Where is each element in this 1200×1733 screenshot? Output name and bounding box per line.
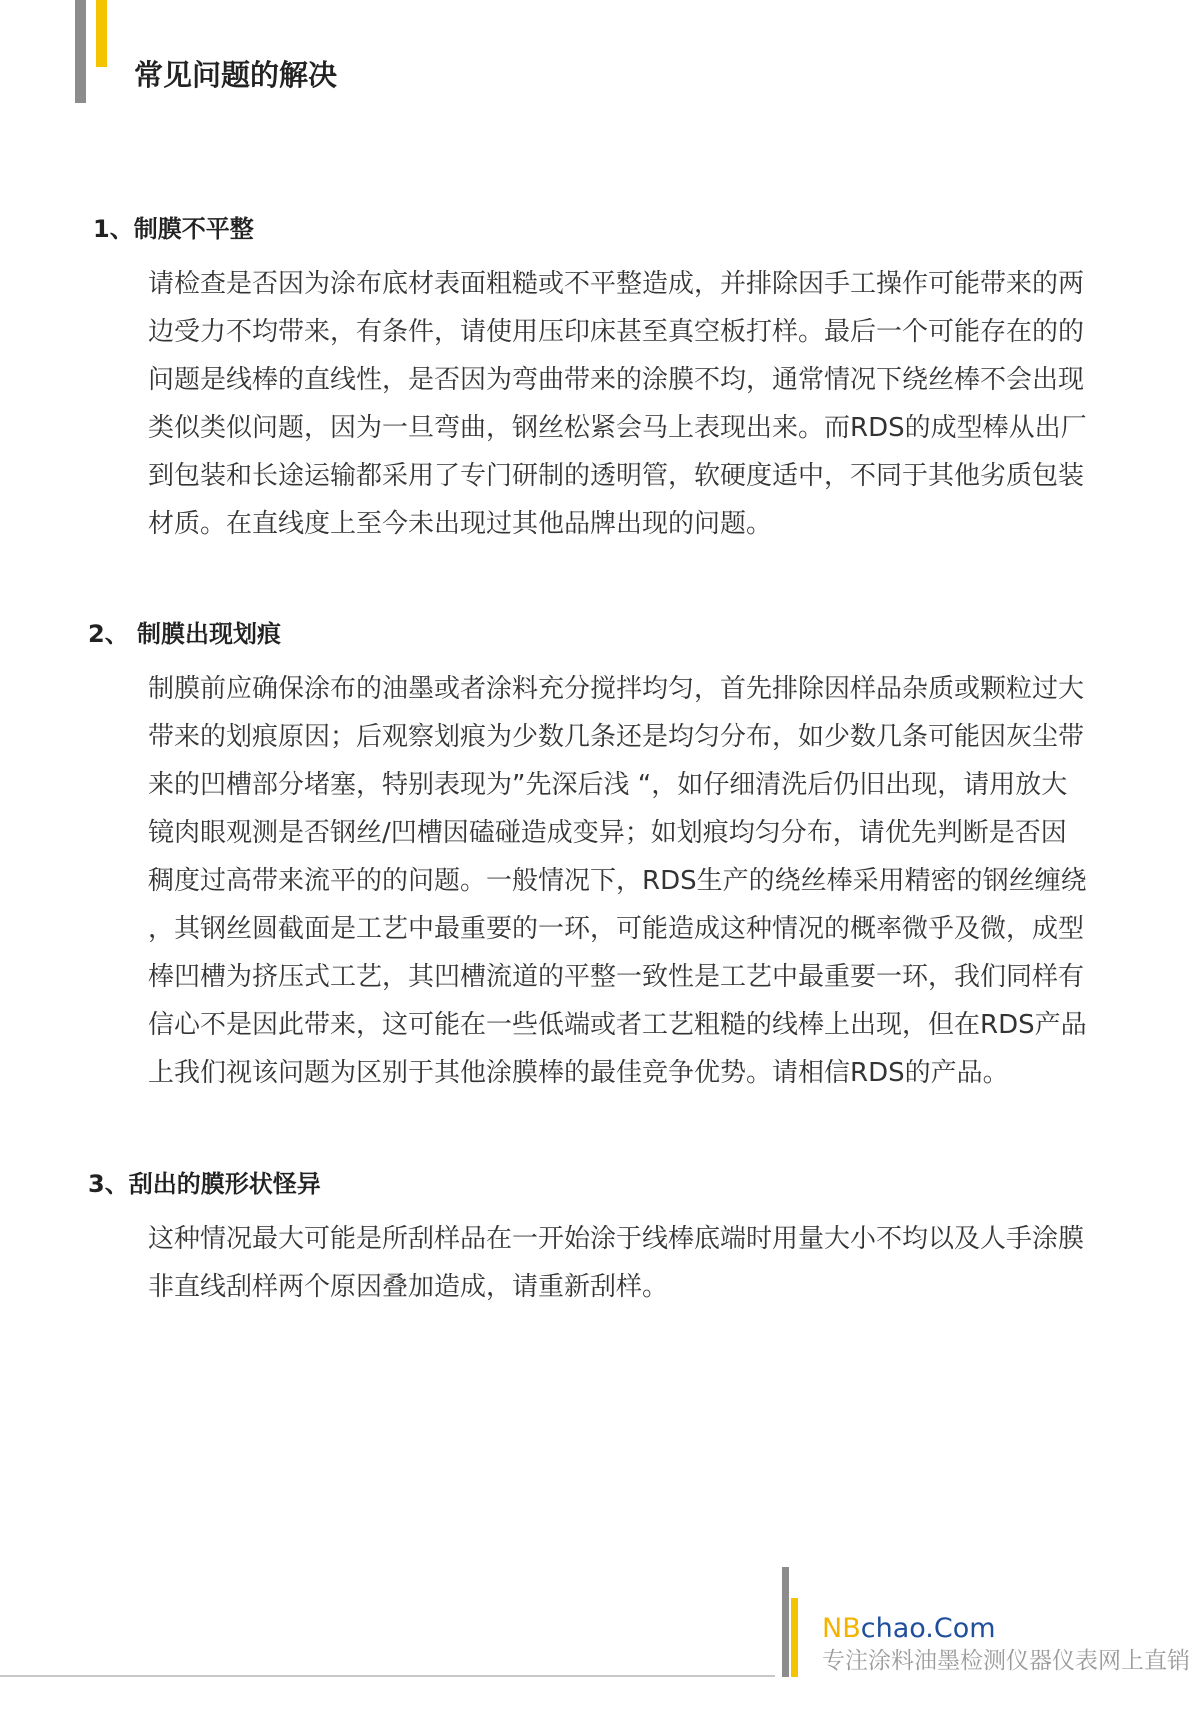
page-title: 常见问题的解决: [134, 58, 338, 92]
brand-suffix: chao.Com: [860, 1613, 996, 1644]
body-line: ，其钢丝圆截面是工艺中最重要的一环，可能造成这种情况的概率微乎及微，成型: [148, 914, 1085, 944]
footer-accent-bar-gray: [782, 1567, 789, 1677]
body-line: 到包装和长途运输都采用了专门研制的透明管，软硬度适中，不同于其他劣质包装: [148, 461, 1085, 491]
body-line: 镜肉眼观测是否钢丝/凹槽因磕碰造成变异；如划痕均匀分布，请优先判断是否因: [148, 818, 1067, 848]
body-line: 棒凹槽为挤压式工艺，其凹槽流道的平整一致性是工艺中最重要一环，我们同样有: [148, 962, 1085, 992]
section-2-body: [148, 665, 1087, 1097]
section-1-body: [148, 260, 1087, 548]
header-accent-bar-gray: [75, 0, 86, 103]
section-3-heading: 3、刮出的膜形状怪异: [88, 1170, 321, 1198]
body-line: 边受力不均带来，有条件，请使用压印床甚至真空板打样。最后一个可能存在的的: [148, 317, 1085, 347]
body-line: 稠度过高带来流平的的问题。一般情况下，RDS生产的绕丝棒采用精密的钢丝缠绕: [148, 866, 1087, 896]
body-line: 类似类似问题，因为一旦弯曲，钢丝松紧会马上表现出来。而RDS的成型棒从出厂: [148, 413, 1087, 443]
section-1-heading: 1、制膜不平整: [93, 215, 254, 243]
body-line: 来的凹槽部分堵塞，特别表现为”先深后浅 “，如仔细清洗后仍旧出现，请用放大: [148, 770, 1068, 800]
header-accent-bar-yellow: [96, 0, 107, 67]
brand-tagline: 专注涂料油墨检测仪器仪表网上直销: [822, 1648, 1190, 1674]
section-3-body: [148, 1215, 1084, 1311]
body-line: 非直线刮样两个原因叠加造成，请重新刮样。: [148, 1272, 669, 1302]
brand-logo: [822, 1612, 996, 1646]
body-line: 材质。在直线度上至今未出现过其他品牌出现的问题。: [148, 509, 773, 539]
footer-accent-bar-yellow: [791, 1598, 798, 1677]
body-line: 请检查是否因为涂布底材表面粗糙或不平整造成，并排除因手工操作可能带来的两: [148, 269, 1085, 299]
brand-prefix: NB: [822, 1613, 861, 1644]
body-line: 信心不是因此带来，这可能在一些低端或者工艺粗糙的线棒上出现，但在RDS产品: [148, 1010, 1087, 1040]
body-line: 带来的划痕原因；后观察划痕为少数几条还是均匀分布，如少数几条可能因灰尘带: [148, 722, 1085, 752]
body-line: 这种情况最大可能是所刮样品在一开始涂于线棒底端时用量大小不均以及人手涂膜: [148, 1224, 1085, 1254]
body-line: 问题是线棒的直线性，是否因为弯曲带来的涂膜不均，通常情况下绕丝棒不会出现: [148, 365, 1085, 395]
footer-divider: [0, 1675, 775, 1677]
body-line: 制膜前应确保涂布的油墨或者涂料充分搅拌均匀，首先排除因样品杂质或颗粒过大: [148, 674, 1085, 704]
body-line: 上我们视该问题为区别于其他涂膜棒的最佳竞争优势。请相信RDS的产品。: [148, 1058, 1009, 1088]
section-2-heading: 2、 制膜出现划痕: [88, 620, 282, 648]
